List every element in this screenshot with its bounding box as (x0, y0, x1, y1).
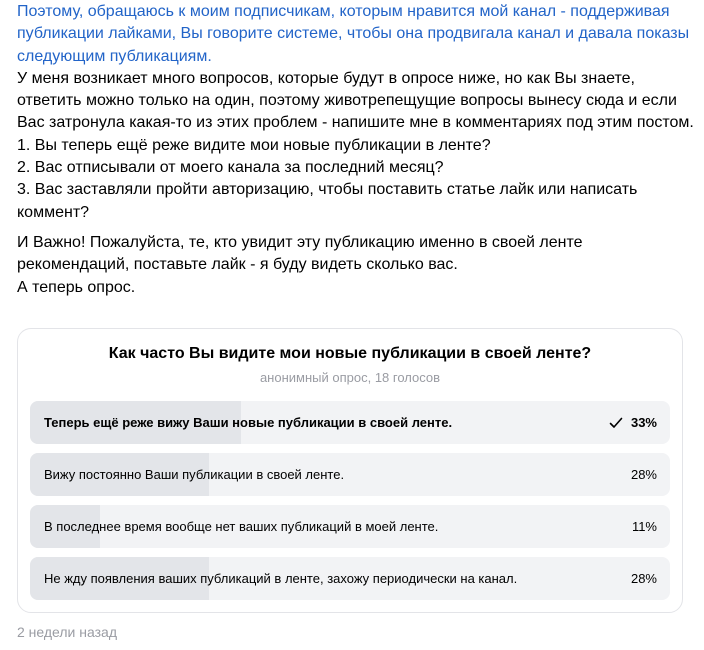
poll-option-label: Вижу постоянно Ваши публикации в своей ленте. (44, 467, 345, 482)
poll-option-percent: 33% (630, 415, 657, 430)
poll-option-label: Теперь ещё реже вижу Ваши новые публикации в своей ленте. (44, 415, 453, 430)
post-intro-text: Поэтому, обращаюсь к моим подписчикам, которым нравится мой канал - поддерживая публикации лайками, Вы говорите системе, чтобы она продвигала канал и давала показы следующим публикациям. (17, 3, 690, 65)
post-important-note: И Важно! Пожалуйста, те, кто увидит эту публикацию именно в своей ленте рекомендаций, поставьте лайк - я буду видеть сколько вас. (17, 233, 583, 274)
poll-option[interactable] (30, 505, 670, 548)
poll-option-percent: 11% (631, 519, 657, 534)
poll-option[interactable] (30, 401, 670, 444)
poll-option[interactable] (30, 557, 670, 600)
poll-option[interactable] (30, 453, 670, 496)
post-poll-intro: А теперь опрос. (17, 278, 136, 296)
poll-meta: анонимный опрос, 18 голосов (259, 370, 441, 385)
poll-option-label: В последнее время вообще нет ваших публикаций в моей ленте. (44, 519, 439, 534)
poll-question: Как часто Вы видите мои новые публикации в своей ленте? (108, 345, 592, 362)
poll-option-percent: 28% (630, 467, 657, 482)
post-question-3: 3. Вас заставляли пройти авторизацию, чтобы поставить статье лайк или написать коммент? (17, 181, 638, 221)
post-timestamp: 2 недели назад (17, 624, 117, 640)
poll-option-percent: 28% (630, 571, 657, 586)
post-question-2: 2. Вас отписывали от моего канала за последний месяц? (17, 159, 444, 177)
post-question-1: 1. Вы теперь ещё реже видите мои новые публикации в ленте? (17, 136, 491, 154)
post-body (17, 0, 697, 299)
check-icon (609, 416, 623, 430)
poll-option-label: Не жду появления ваших публикаций в ленте, захожу периодически на канал. (44, 571, 518, 586)
post-paragraph: У меня возникает много вопросов, которые будут в опросе ниже, но как Вы знаете, ответить можно только на один, поэтому животрепещущие вопросы вынесу сюда и если Вас затронула какая-то из этих проблем - напишите мне в комментариях под этим постом. (17, 69, 694, 132)
poll-card (17, 328, 683, 613)
